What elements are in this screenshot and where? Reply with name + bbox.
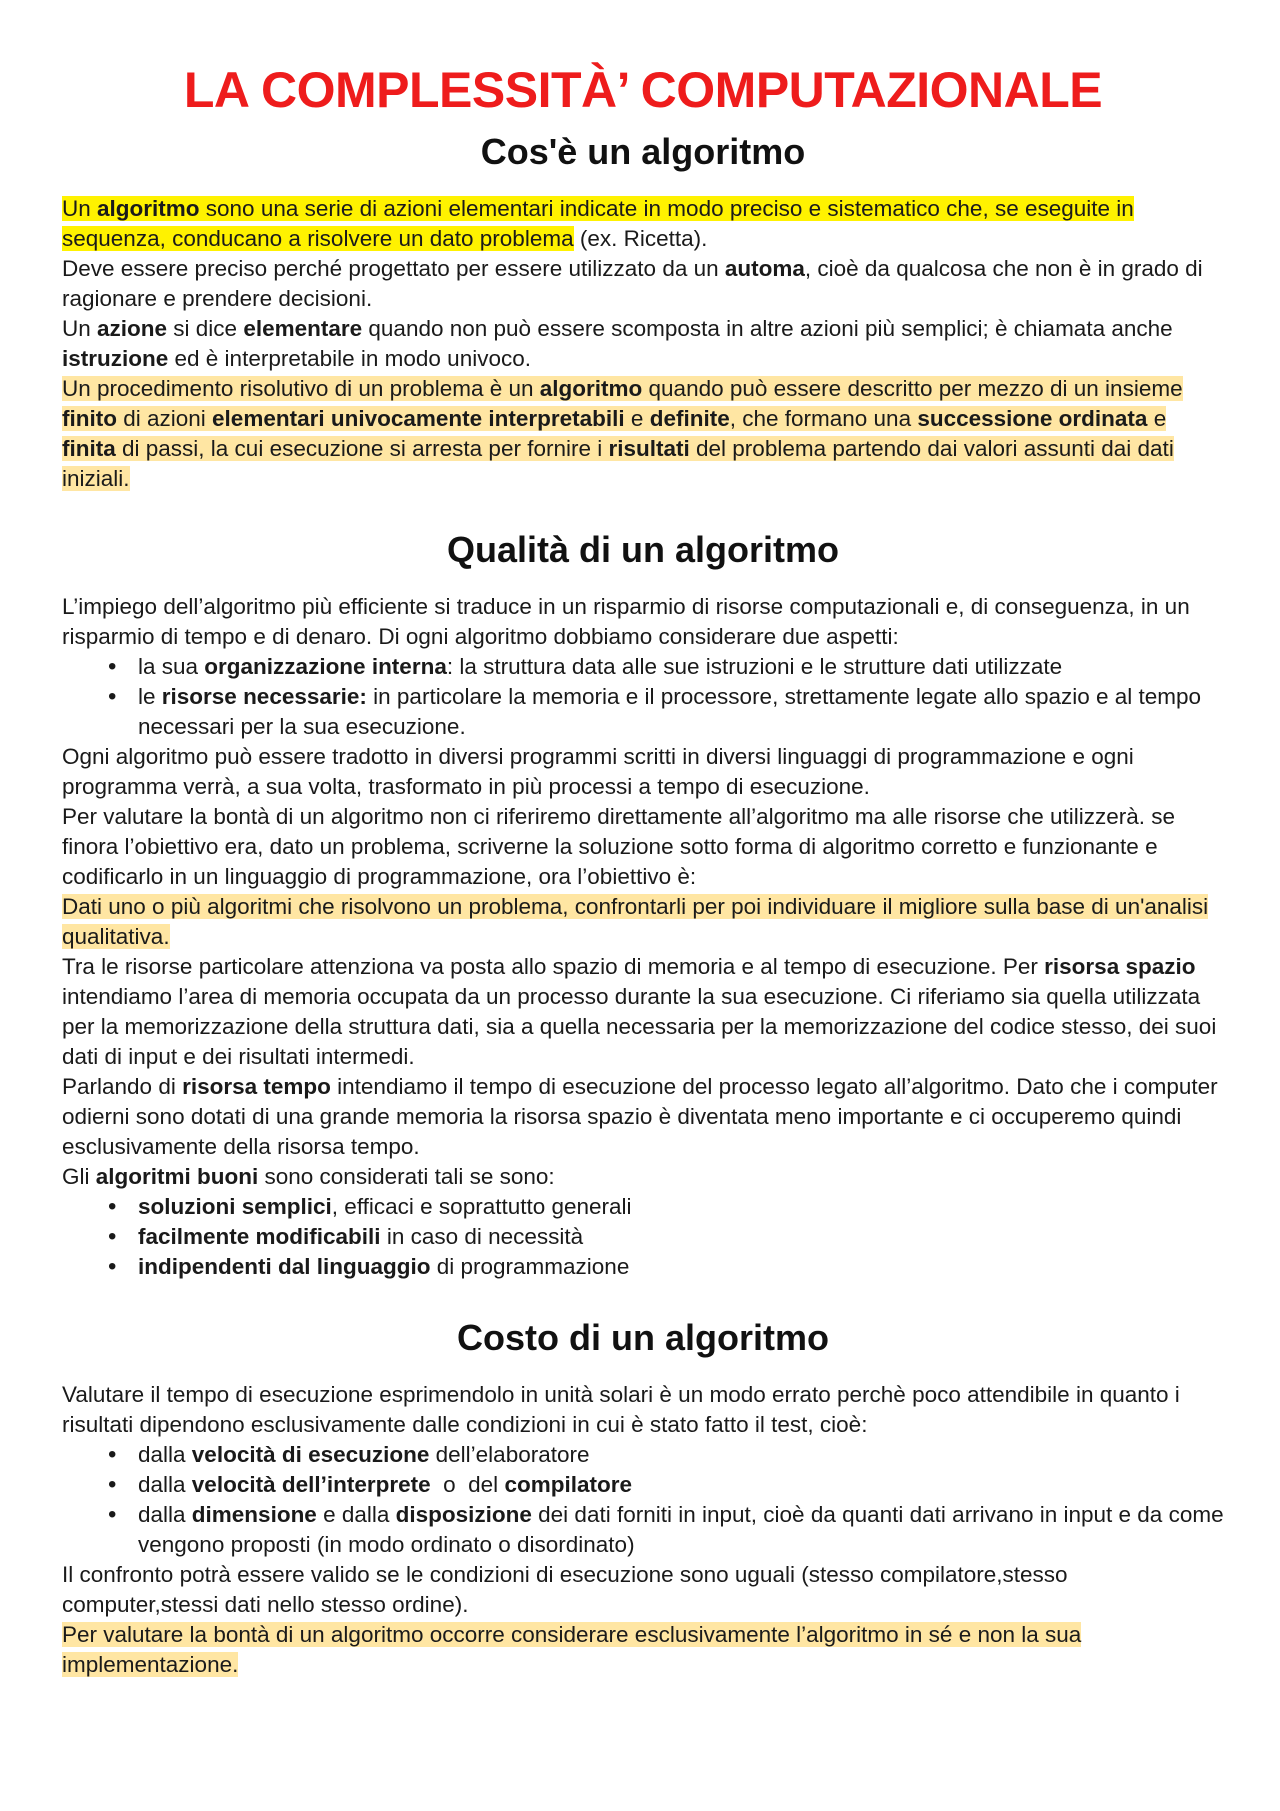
paragraph: Per valutare la bontà di un algoritmo non ci riferiremo direttamente all’algoritmo ma alle risorse che utilizzerà. se finora l’obiettivo era, dato un problema, scriverne la soluzione sotto forma di algoritmo corretto e funzionante e codificarlo in un linguaggio di programmazione, ora l’obiettivo è: <box>62 804 1176 889</box>
paragraph: Tra le risorse particolare attenziona va posta allo spazio di memoria e al tempo di esecuzione. Per risorsa spazio intendiamo l’area di memoria occupata da un processo durante la sua esecuzione. Ci riferiamo sia quella utilizzata per la memorizzazione della struttura dati, sia a quella necessaria per la memorizzazione del codice stesso, dei suoi dati di input e dei risultati intermedi. <box>62 954 1217 1069</box>
list-item: • dalla dimensione e dalla disposizione dei dati forniti in input, cioè da quanti dati arrivano in input e da come vengono proposti (in modo ordinato o disordinato) <box>138 1500 1224 1560</box>
list-item: • soluzioni semplici, efficaci e soprattutto generali <box>138 1192 1224 1222</box>
document-title: LA COMPLESSITÀ’ COMPUTAZIONALE <box>183 62 1103 118</box>
paragraph <box>62 1620 1224 1680</box>
highlight: Dati uno o più algoritmi che risolvono un problema, confrontarli per poi individuare il migliore sulla base di un'analisi qualitativa. <box>62 894 1209 949</box>
paragraph: Un azione si dice elementare quando non può essere scomposta in altre azioni più semplici; è chiamata anche istruzione ed è interpretabile in modo univoco. <box>62 316 1173 371</box>
section-heading-algoritmo: Cos'è un algoritmo <box>480 131 806 172</box>
list-item: • indipendenti dal linguaggio di programmazione <box>138 1252 1224 1282</box>
paragraph: Deve essere preciso perché progettato per essere utilizzato da un automa, cioè da qualcosa che non è in grado di ragionare e prendere decisioni. <box>62 256 1203 311</box>
bullet-list <box>62 652 1224 742</box>
list-item: • facilmente modificabili in caso di necessità <box>138 1222 1224 1252</box>
section-heading-qualita: Qualità di un algoritmo <box>446 529 839 570</box>
highlight: Per valutare la bontà di un algoritmo occorre considerare esclusivamente l’algoritmo in sé e non la sua implementazione. <box>62 1622 1082 1677</box>
paragraph: Il confronto potrà essere valido se le condizioni di esecuzione sono uguali (stesso compilatore,stesso computer,stessi dati nello stesso ordine). <box>62 1562 1068 1617</box>
paragraph: Un algoritmo sono una serie di azioni elementari indicate in modo preciso e sistematico che, se eseguite in sequenza, conducano a risolvere un dato problema (ex. Ricetta). <box>62 196 1134 251</box>
paragraph: Gli algoritmi buoni sono considerati tali se sono: <box>62 1164 555 1189</box>
paragraph: L’impiego dell’algoritmo più efficiente si traduce in un risparmio di risorse computazionali e, di conseguenza, in un risparmio di tempo e di denaro. Di ogni algoritmo dobbiamo considerare due aspetti: <box>62 594 1190 649</box>
list-item: • le risorse necessarie: in particolare la memoria e il processore, strettamente legate allo spazio e al tempo necessari per la sua esecuzione. <box>138 682 1224 742</box>
bullet-list <box>62 1440 1224 1560</box>
paragraph <box>62 892 1224 952</box>
paragraph: Ogni algoritmo può essere tradotto in diversi programmi scritti in diversi linguaggi di programmazione e ogni programma verrà, a sua volta, trasformato in più processi a tempo di esecuzione. <box>62 744 1134 799</box>
section-heading-costo: Costo di un algoritmo <box>457 1317 829 1358</box>
bullet-list <box>62 1192 1224 1282</box>
list-item: • dalla velocità dell’interprete o del compilatore <box>138 1470 1224 1500</box>
list-item: • dalla velocità di esecuzione dell’elaboratore <box>138 1440 1224 1470</box>
highlight: Un procedimento risolutivo di un problema è un algoritmo quando può essere descritto per mezzo di un insieme finito di azioni elementari univocamente interpretabili e definite, che formano una successione ordinata e finita di passi, la cui esecuzione si arresta per fornire i risultati del problema partendo dai valori assunti dai dati iniziali. <box>62 376 1183 491</box>
highlight: Un algoritmo sono una serie di azioni elementari indicate in modo preciso e sistematico che, se eseguite in sequenza, conducano a risolvere un dato problema <box>62 196 1134 251</box>
paragraph: Valutare il tempo di esecuzione esprimendolo in unità solari è un modo errato perchè poco attendibile in quanto i risultati dipendono esclusivamente dalle condizioni in cui è stato fatto il test, cioè: <box>62 1382 1180 1437</box>
paragraph <box>62 374 1224 494</box>
paragraph: Parlando di risorsa tempo intendiamo il tempo di esecuzione del processo legato all’algoritmo. Dato che i computer odierni sono dotati di una grande memoria la risorsa spazio è diventata meno importante e ci occuperemo quindi esclusivamente della risorsa tempo. <box>62 1074 1218 1159</box>
list-item: • la sua organizzazione interna: la struttura data alle sue istruzioni e le strutture dati utilizzate <box>138 652 1224 682</box>
